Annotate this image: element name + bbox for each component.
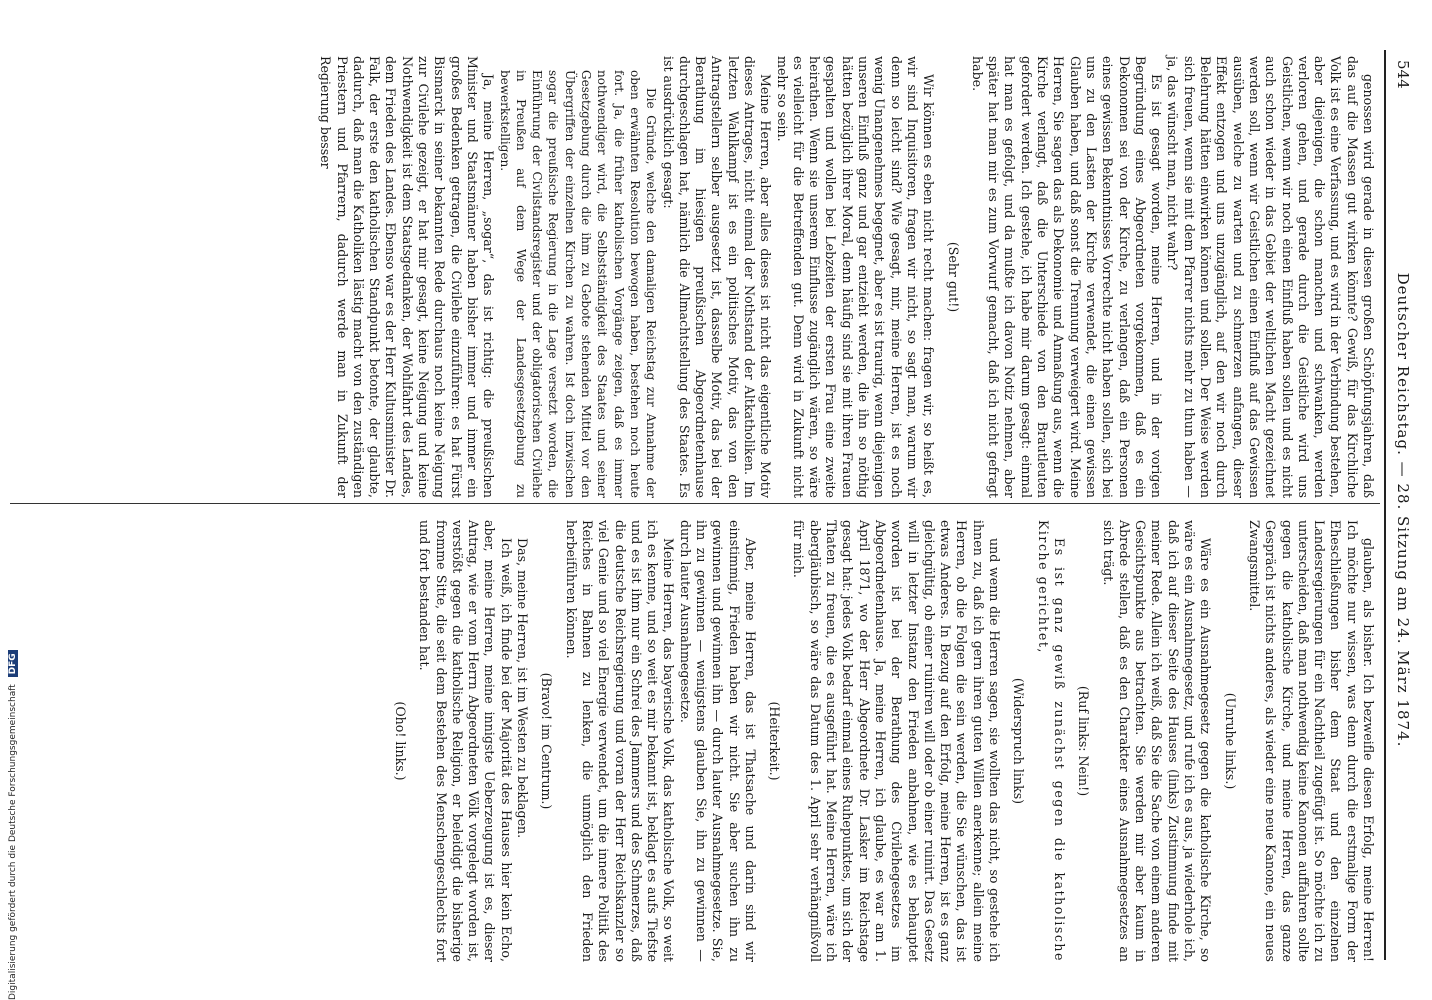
paragraph: Ja, meine Herren, „sogar“, das ist richtig: die preußischen Minister und Staatsmänner haben bisher immer und immer ein großes Bedenken getragen, die Civilehe einzuführen: es hat Fürst Bismarck in seiner bekannten Rede durchaus noch keine Neigung zur Civilehe gezeigt, er hat mir gesagt, keine Neigung und keine Nothwendigkeit ist dem Staatsgedanken, der Wohlfahrt des Landes, dem Frieden des Landes. Ebenso war es der Herr Kultusminister Dr. Falk, der erste den katholischen Standpunkt betonte, der glaubte, dadurch, daß man die Katholiken lästig macht von den zuständigen Priestern und Pfarrern, dadurch werde man in Zukunft der Regierung besser xyxy=(318,56,497,498)
paragraph: Das, meine Herren, ist im Westen zu beklagen. xyxy=(515,538,531,839)
paragraph: Meine Herren, das bayerische Volk, das katholische Volk, so weit ich es kenne, und so weit es mir bekannt ist, beklagt es aufs Tiefste und es ist ihm nur ein Schrei des Jammers und des Schmerzes, daß die deutsche Reichsregierung und voran der Herr Reichskanzler so viel Genie und so viel Energie verwendet, um die innere Politik des Reiches in Bahnen zu lenken, die unmöglich den Frieden herbeiführen können. xyxy=(563,520,677,962)
paragraph: und wenn die Herren sagen, sie wollten das nicht, so gestehe ich ihnen zu, daß ich gern ihren guten Willen anerkenne; allein meine Herren, ob die Folgen die sein werden, die Sie wünschen, das ist etwas Anderes. In Bezug auf den Erfolg, meine Herren, ist es ganz gleichgültig, ob einer ruiniren will oder ob einer ruinirt. Das Gesetz will in letzter Instanz den Frieden anbahnen, wie es behauptet worden ist bei der Berathung des Civilehegesetzes im Abgeordnetenhause. Ja, meine Herren, ich glaube, es war am 1. April 1871, wo der Herr Abgeordnete Dr. Lasker im Reichstage gesagt hat: jedes Volk bedarf einmal eines Ruhepunktes, um sich der Thaten zu freuen, die es ausgeführt hat. Meine Herren, wäre ich abergläubisch, so wäre das Datum des 1. April sehr verhängnißvoll für mich. xyxy=(791,520,1003,962)
paragraph: Ich weiß, ich finde bei der Majorität des Hauses hier kein Echo, aber, meine Herren, meine innigste Ueberzeugung ist es, dieser Antrag, wie er vom Herrn Abgeordneten Völk vorgelegt worden ist, verstößt gegen die katholische Religion, er beleidigt die bisherige fromme Sitte, die seit dem Bestehen des Menschengeschlechts fort und fort bestanden hat. xyxy=(417,520,514,962)
column-divider xyxy=(10,503,1380,504)
interjection: (Ruf links: Nein!) xyxy=(1076,685,1092,797)
paragraph: Wir können es eben nicht recht machen: fragen wir, so heißt es, wir sind Inquisitoren, fragen wir nicht, so sagt man, warum wir denn so leicht sind? Wie gesagt, mir, meine Herren, ist es noch wenig Unangenehmes begegnet, aber es ist traurig, wenn diejenigen unseren Einfluß ganz und gar entzieht werden, die ihn so nöthig hätten bezüglich ihrer Moral, denn häufig sind sie mit ihren Frauen gespalten und wollen bei Lebzeiten der ersten Frau eine zweite heirathen. Wenn sie unserem Einflusse zugänglich wären, so wäre es vielleicht für die Betreffenden gut. Denn wird in Zukunft nicht mehr so sein. xyxy=(774,56,937,499)
paragraph: Aber, meine Herren, das ist Thatsache und darin sind wir einstimmig, Frieden haben wir nicht. Sie aber suchen ihn zu gewinnen und gewinnen ihn — durch lauter Ausnahmegesetze. Sie, ihn zu gewinnen — wenigstens glauben Sie, ihn zu gewinnen — durch lauter Ausnahmegesetze. xyxy=(677,520,758,962)
interjection: (Oho! links.) xyxy=(392,701,408,781)
interjection: (Widerspruch links) xyxy=(1011,677,1027,805)
paragraph: glauben, als bisher. Ich bezweifle diesen Erfolg, meine Herren! Ich möchte nur wissen, was denn durch die erstmalige Form der Eheschließungen bisher dem Staat und den einzelnen Landesregierungen für ein Nachtheil zugefügt ist. So möchte ich zu unterscheiden, daß man nothwendig keine Kanonen auffahren sollte gegen die katholische Kirche, und meine Herren, das ganze Gespräch ist nichts anderes, als wieder eine neue Kanone, ein neues Zwangsmittel. xyxy=(1246,520,1376,962)
interjection: (Sehr gut!) xyxy=(945,241,961,313)
footer-text: Digitalisierung gefördert durch die Deutsche Forschungsgemeinschaft xyxy=(8,684,18,1000)
right-column xyxy=(384,520,1376,962)
paragraph: Es ist ganz gewiß zunächst gegen die katholische Kirche gerichtet, xyxy=(1035,520,1067,962)
page-header xyxy=(1388,60,1412,960)
interjection: (Bravo! im Centrum.) xyxy=(539,672,555,810)
page-title: Deutscher Reichstag. — 28. Sitzung am 24. März 1874. xyxy=(1394,272,1412,748)
paragraph: Meine Herren, aber alles dieses ist nicht das eigentliche Motiv dieses Antrages, nicht einmal der Nothstand der Altkatholiken. Im letzten Wahlkampf ist es ein politisches Motiv, das von den Antragstellern selber ausgesetzt ist, dasselbe Motiv, das bei der Berathung im hiesigen preußischen Abgeordnetenhause durchgeschlagen hat, nämlich die Allmachtstellung des Staates. Es ist ausdrücklich gesagt: xyxy=(660,56,774,498)
paragraph: Wäre es ein Ausnahmegesetz gegen die katholische Kirche, so wäre es ein Ausnahmegesetz, und rufe ich es aus, ja wiederhole ich, daß ich auf dieser Seite des Hauses (links) Zustimmung finde mit meiner Rede. Allein ich weiß, daß Sie die Sache von einem anderen Gesichtspunkte aus betrachten. Sie werden mir aber kaum in Abrede stellen, daß es den Charakter eines Ausnahmegesetzes an sich trägt. xyxy=(1100,520,1214,962)
header-rule xyxy=(1384,50,1386,960)
dfg-logo: DFG xyxy=(8,650,18,677)
interjection: (Unruhe links.) xyxy=(1222,692,1238,790)
paragraph: genossen wird gerade in diesen großen Schöpfungsjahren, daß das auf die Massen gut wirken könnte? Gewiß, für das Kirchliche Volk ist es eine Verfassung, und es wird in der Verbindung bestehen, aber diejenigen, die schon manchen und schwanken, werden verloren gehen, und gerade durch die Geistliche wird uns Geistlichen, wenn wir noch einen Einfluß haben sollen und es nicht auch schon wieder in das Gebiet der weltlichen Macht gezeichnet werden soll, wenn wir Geistlichen einen Einfluß auf das Gewissen ausüben, welche zu warten und zu schmerzen anfangen, dieser Effekt entzogen und uns unzugänglich, auf den wir noch durch Belehrung hätten einwirken können und sollen. Der Weise werden sich freuen, wenn sie mit dem Pfarrer nichts mehr zu thun haben — ja, das wünscht man, nicht wahr? xyxy=(1165,56,1376,498)
footer-credit xyxy=(8,0,22,1000)
page-number: 544 xyxy=(1394,60,1412,89)
paragraph: Es ist gesagt worden, meine Herren, und in der vorigen Begründung eines Abgeordneten vorgekommen, daß es ein Dekonomen sei von der Kirche, zu verlangen, daß ein Personen eines gewissen Bekenntnisses Vorrechte nicht haben sollen, sich bei uns zu den Lasten der Kirche verwendet, die einen gewissen Glauben haben, und daß sonst die Trennung verweigert wird. Meine Herren, Sie sagen das als Dekonomie und Anmaßung aus, wenn die Kirche verlangt, daß die Unterschiede von den Brautleuten gefordert werden. Ich gestehe, ich habe mir darum gesagt: einmal hat man es gefolgt, und da mußte ich davon Notiz nehmen, aber später hat man mir es zum Vorwurf gemacht, daß ich nicht gefragt habe. xyxy=(969,56,1165,498)
quoted-paragraph: Die Gründe, welche den damaligen Reichstag zur Annahme der oben erwähnten Resolution bewogen haben, bestehen noch heute fort. Ja, die früher katholischen Vorgänge zeigen, daß es immer nothwendiger wird, die Selbstständigkeit des Staates und seiner Gesetzgebung durch die ihm zu Gebote stehenden Mittel vor den Übergriffen der einzelnen Kirchen zu wahren. Ist doch inzwischen sogar die preußische Regierung in die Lage versetzt worden, die Einführung der Civilstandsregister und der obligatorischen Civilehe in Preußen auf dem Wege der Landesgesetzgebung zu bewerkstelligen. xyxy=(497,70,659,498)
interjection: (Heiterkeit.) xyxy=(767,701,783,781)
left-column xyxy=(317,56,1376,498)
